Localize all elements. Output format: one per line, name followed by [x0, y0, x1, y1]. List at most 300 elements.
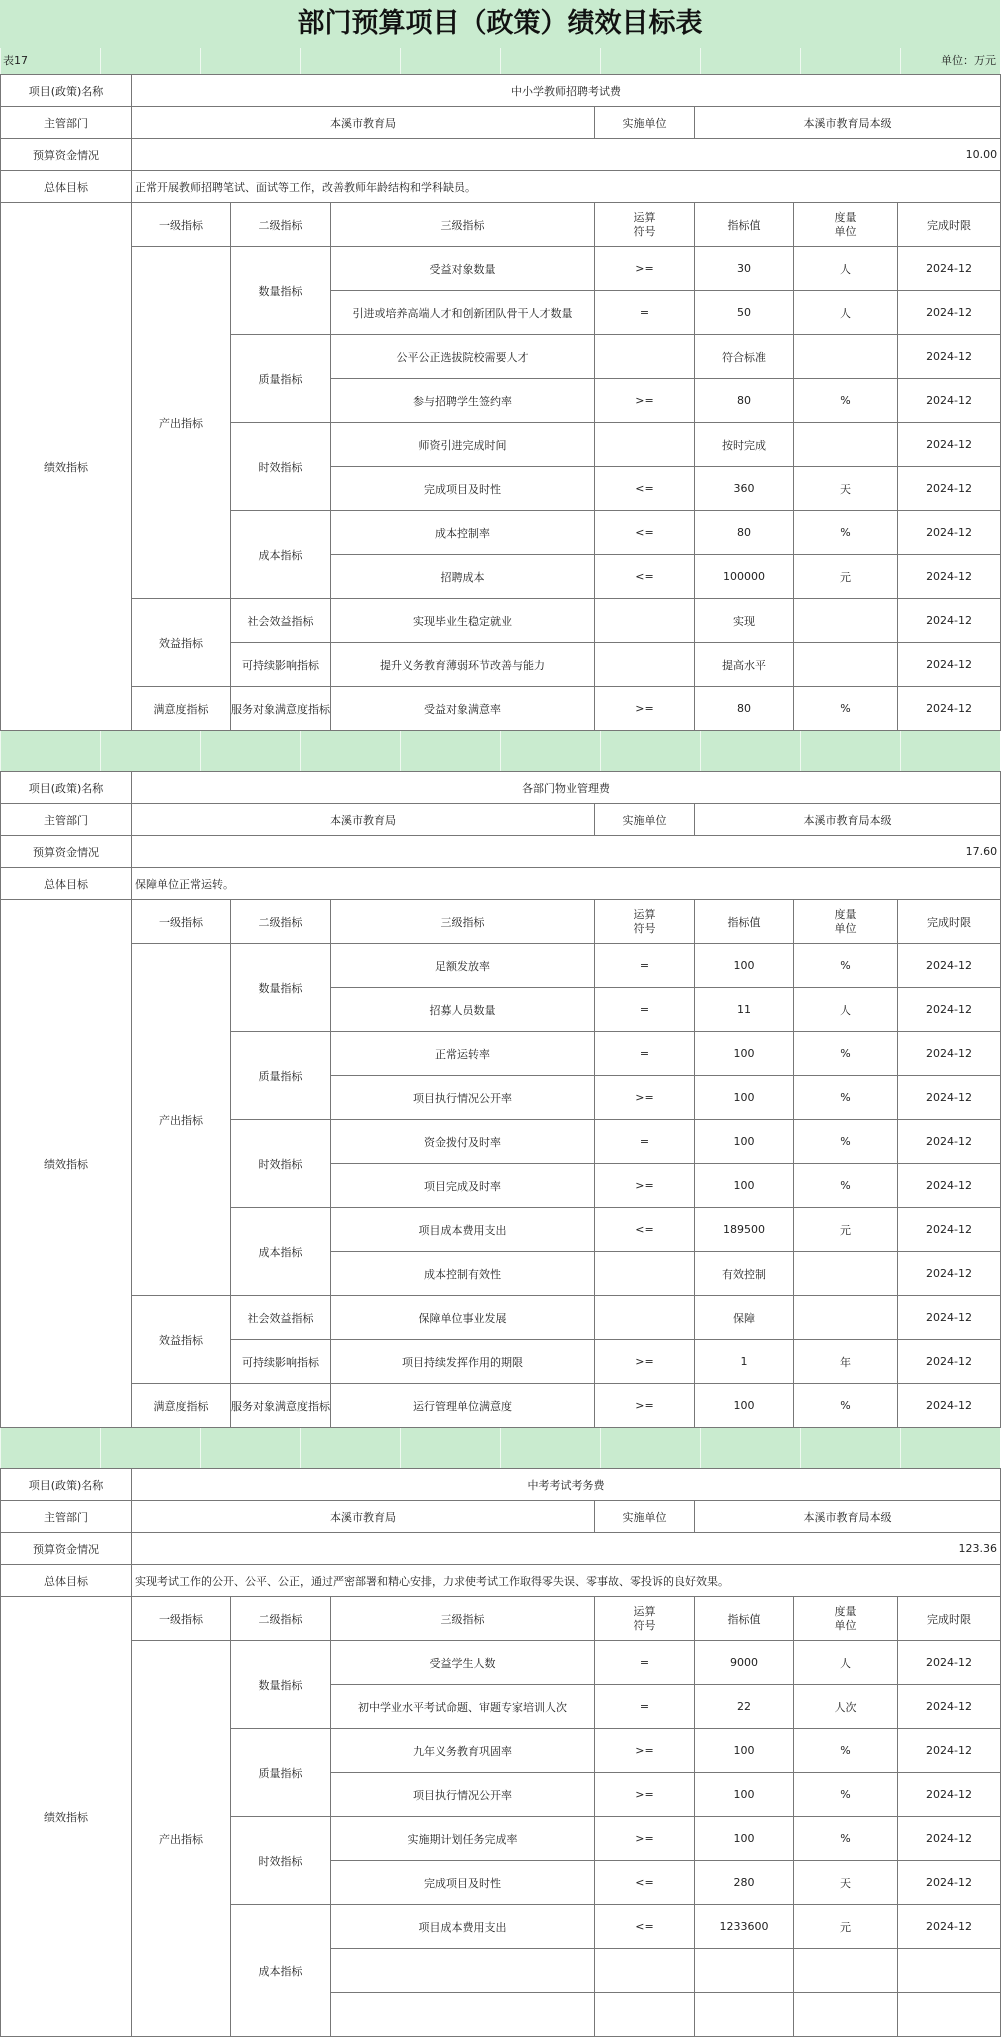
unit-cell: [794, 1685, 898, 1729]
implementing-unit-value: 本溪市教育局本级: [803, 116, 892, 130]
deadline-value: 2024-12: [926, 959, 973, 972]
operator-cell: [595, 643, 695, 687]
deadline-cell: [898, 1208, 1001, 1252]
measure-unit: 元: [840, 1223, 851, 1237]
label-cell: [595, 804, 695, 836]
target-value: 保障: [733, 1311, 755, 1325]
project-name-label: 项目(政策)名称: [28, 84, 104, 98]
measure-unit: %: [840, 1179, 851, 1192]
deadline-header: 完成时限: [927, 915, 972, 929]
operator-cell: [595, 1120, 695, 1164]
target-value-header: 指标值: [727, 218, 761, 232]
deadline-value: 2024-12: [926, 658, 973, 671]
operator-value: >=: [635, 1399, 654, 1412]
level2-label: 社会效益指标: [247, 1311, 314, 1325]
operator-value: >=: [635, 1788, 654, 1801]
unit-cell: [794, 1905, 898, 1949]
level3-indicator: 受益学生人数: [429, 1656, 496, 1670]
deadline-cell: [898, 944, 1001, 988]
target-value: 100000: [723, 570, 765, 583]
operator-value: >=: [635, 1832, 654, 1845]
level2-label: 成本指标: [258, 548, 303, 562]
level3-indicator: 实施期计划任务完成率: [407, 1832, 518, 1846]
level1-header: 一级指标: [159, 218, 203, 232]
level3-indicator: 初中学业水平考试命题、审题专家培训人次: [358, 1700, 567, 1714]
operator-cell: [595, 247, 695, 291]
level3-cell: [331, 511, 595, 555]
level2-label: 时效指标: [258, 1157, 303, 1171]
level3-indicator: 正常运转率: [435, 1047, 490, 1061]
measure-unit: 天: [840, 1876, 851, 1890]
deadline-cell: [898, 1340, 1001, 1384]
operator-cell: [595, 1252, 695, 1296]
deadline-value: 2024-12: [926, 1832, 972, 1845]
deadline-cell: [898, 599, 1001, 643]
deadline-cell: [898, 511, 1001, 555]
operator-cell: [595, 291, 695, 335]
target-value: 100: [733, 1788, 755, 1801]
operator-cell: [595, 1773, 695, 1817]
target-value: 360: [733, 482, 755, 495]
level3-cell: [331, 988, 595, 1032]
deadline-header: 完成时限: [927, 218, 972, 232]
measure-unit: %: [840, 1399, 851, 1412]
operator-cell: [595, 423, 695, 467]
unit-cell: [794, 1384, 898, 1428]
header-cell: [595, 1597, 695, 1641]
unit-cell: [794, 1208, 898, 1252]
measure-unit: 人次: [834, 1700, 857, 1714]
level3-indicator: 公平公正选拔院校需要人才: [396, 350, 529, 364]
level2-label: 可持续影响指标: [242, 1355, 319, 1369]
level3-cell: [331, 599, 595, 643]
target-value-cell: [695, 1729, 794, 1773]
budget-row: [1, 836, 1001, 868]
level2-cell: [231, 1905, 331, 2037]
measure-unit: %: [840, 702, 851, 715]
level2-label: 质量指标: [258, 372, 303, 386]
unit-cell: [794, 1340, 898, 1384]
level2-label: 时效指标: [258, 460, 303, 474]
level2-cell: [231, 247, 331, 335]
level3-cell: [331, 1252, 595, 1296]
target-value: 提高水平: [722, 658, 766, 672]
overall-goal-row: [1, 868, 1001, 900]
header-cell: [695, 1597, 794, 1641]
target-value: 100: [733, 959, 755, 972]
performance-indicators-label: 绩效指标: [44, 1157, 88, 1171]
measure-unit: 人: [840, 306, 851, 320]
target-value-header: 指标值: [727, 1612, 761, 1626]
budget-cell: [132, 836, 1001, 868]
overall-goal-label: 总体目标: [44, 1574, 88, 1588]
department-row: [1, 1501, 1001, 1533]
operator-cell: [595, 1729, 695, 1773]
level3-indicator: 参与招聘学生签约率: [413, 394, 512, 408]
target-value: 符合标准: [722, 350, 766, 364]
unit-cell: [794, 1296, 898, 1340]
target-value: 189500: [723, 1223, 765, 1236]
operator-value: >=: [635, 1744, 654, 1757]
unit-cell: [794, 423, 898, 467]
level2-label: 数量指标: [258, 1678, 303, 1692]
level2-header: 二级指标: [258, 218, 303, 232]
target-value-cell: [695, 599, 794, 643]
implementing-unit-value: 本溪市教育局本级: [803, 1510, 892, 1524]
department-value: 本溪市教育局: [330, 1510, 396, 1524]
level1-satisfaction-label: 满意度指标: [153, 702, 209, 716]
header-cell: [331, 203, 595, 247]
level1-cell: [132, 1296, 231, 1384]
operator-cell: [595, 467, 695, 511]
table-number: 表17: [3, 54, 28, 67]
unit-cell: [794, 291, 898, 335]
budget-value: 10.00: [965, 148, 998, 161]
operator-value: <=: [635, 1876, 654, 1889]
level3-cell: [331, 1993, 595, 2037]
operator-cell: [595, 1993, 695, 2037]
level2-label: 成本指标: [258, 1964, 303, 1978]
overall-goal-value: 实现考试工作的公开、公平、公正，通过严密部署和精心安排，力求使考试工作取得零失误、零事故、零投诉的良好效果。: [135, 1574, 729, 1588]
unit-cell: [794, 1949, 898, 1993]
deadline-cell: [898, 1296, 1001, 1340]
label-cell: [1, 1565, 132, 1597]
level3-cell: [331, 555, 595, 599]
level2-label: 质量指标: [258, 1766, 303, 1780]
level3-cell: [331, 335, 595, 379]
deadline-cell: [898, 687, 1001, 731]
level2-cell: [231, 1641, 331, 1729]
performance-indicators-cell: [1, 1597, 132, 2037]
operator-cell: [595, 1861, 695, 1905]
overall-goal-label: 总体目标: [44, 180, 88, 194]
deadline-value: 2024-12: [926, 702, 973, 715]
performance-indicators-label: 绩效指标: [44, 1810, 88, 1824]
operator-value: >=: [635, 1091, 654, 1104]
header-cell: [132, 900, 231, 944]
indicator-row: [1, 1384, 1001, 1428]
budget-value: 123.36: [958, 1542, 998, 1555]
level3-indicator: 项目持续发挥作用的期限: [402, 1355, 523, 1369]
level3-indicator: 项目执行情况公开率: [413, 1091, 512, 1105]
operator-cell: [595, 1817, 695, 1861]
level2-cell: [231, 1817, 331, 1905]
level3-cell: [331, 1949, 595, 1993]
deadline-cell: [898, 1729, 1001, 1773]
sheet-title: 部门预算项目（政策）绩效目标表: [0, 0, 1000, 48]
project-name-row: [1, 75, 1001, 107]
deadline-value: 2024-12: [926, 1003, 973, 1016]
measure-unit: 人: [840, 262, 851, 276]
operator-cell: [595, 687, 695, 731]
target-value: 280: [733, 1876, 755, 1889]
indicator-row: [1, 599, 1001, 643]
project-name-cell: [132, 1469, 1001, 1501]
operator-value: =: [639, 1003, 650, 1016]
level3-cell: [331, 1076, 595, 1120]
unit-cell: [794, 1641, 898, 1685]
level3-indicator: 师资引进完成时间: [418, 438, 507, 452]
operator-value: <=: [635, 526, 654, 539]
deadline-cell: [898, 643, 1001, 687]
deadline-value: 2024-12: [926, 1223, 973, 1236]
deadline-cell: [898, 1076, 1001, 1120]
deadline-cell: [898, 1861, 1001, 1905]
measure-unit: %: [840, 1135, 851, 1148]
measure-unit: %: [840, 1788, 851, 1801]
project-name-label: 项目(政策)名称: [28, 781, 104, 795]
target-value-cell: [695, 1861, 794, 1905]
target-value-cell: [695, 467, 794, 511]
target-value-cell: [695, 687, 794, 731]
level1-cell: [132, 247, 231, 599]
operator-cell: [595, 1296, 695, 1340]
operator-value: <=: [635, 1920, 654, 1933]
implementing-unit-cell: [695, 107, 1001, 139]
operator-cell: [595, 599, 695, 643]
header-cell: [132, 1597, 231, 1641]
measure-unit: %: [840, 959, 851, 972]
deadline-value: 2024-12: [926, 526, 973, 539]
unit-cell: [794, 1729, 898, 1773]
target-value: 11: [737, 1003, 751, 1016]
target-value-cell: [695, 1296, 794, 1340]
level3-header: 三级指标: [440, 915, 485, 929]
target-value-cell: [695, 1340, 794, 1384]
measure-unit: 年: [840, 1355, 851, 1369]
level1-satisfaction-label: 满意度指标: [153, 1399, 209, 1413]
level2-label: 社会效益指标: [247, 614, 314, 628]
implementing-unit-value: 本溪市教育局本级: [803, 813, 892, 827]
measure-unit: %: [840, 526, 851, 539]
operator-cell: [595, 1685, 695, 1729]
target-value: 100: [733, 1399, 755, 1412]
level2-label: 服务对象满意度指标: [231, 1399, 330, 1413]
label-cell: [595, 1501, 695, 1533]
level3-cell: [331, 1208, 595, 1252]
unit-cell: [794, 643, 898, 687]
level3-cell: [331, 379, 595, 423]
deadline-cell: [898, 335, 1001, 379]
target-value: 100: [733, 1047, 755, 1060]
target-value-cell: [695, 1905, 794, 1949]
deadline-value: 2024-12: [926, 1656, 972, 1669]
target-value-cell: [695, 944, 794, 988]
measure-unit: %: [840, 1047, 851, 1060]
level2-cell: [231, 423, 331, 511]
label-cell: [1, 836, 132, 868]
target-value-cell: [695, 1773, 794, 1817]
unit-header-line2: 单位: [834, 1618, 857, 1632]
deadline-cell: [898, 423, 1001, 467]
target-value-cell: [695, 511, 794, 555]
level2-cell: [231, 643, 331, 687]
level2-cell: [231, 335, 331, 423]
header-cell: [595, 900, 695, 944]
level3-indicator: 完成项目及时性: [424, 1876, 501, 1890]
target-value: 22: [737, 1700, 751, 1713]
operator-value: >=: [635, 702, 654, 715]
operator-header-line1: 运算: [633, 1604, 656, 1618]
level2-cell: [231, 1120, 331, 1208]
target-value: 实现: [733, 614, 755, 628]
deadline-cell: [898, 1773, 1001, 1817]
budget-cell: [132, 139, 1001, 171]
level3-indicator: 招聘成本: [440, 570, 485, 584]
level3-indicator: 受益对象数量: [429, 262, 496, 276]
header-cell: [695, 203, 794, 247]
level3-cell: [331, 1164, 595, 1208]
unit-cell: [794, 1773, 898, 1817]
project-name-value: 中小学教师招聘考试费: [511, 84, 622, 98]
level3-cell: [331, 1729, 595, 1773]
measure-unit: 元: [840, 570, 851, 584]
level3-cell: [331, 944, 595, 988]
label-cell: [1, 772, 132, 804]
unit-cell: [794, 1164, 898, 1208]
indicator-row: [1, 1296, 1001, 1340]
unit-header-line1: 度量: [834, 907, 857, 921]
operator-value: =: [639, 959, 650, 972]
overall-goal-label: 总体目标: [44, 877, 88, 891]
operator-cell: [595, 1208, 695, 1252]
unit-header-line2: 单位: [834, 224, 857, 238]
deadline-value: 2024-12: [926, 438, 973, 451]
operator-cell: [595, 1905, 695, 1949]
level3-cell: [331, 1861, 595, 1905]
target-value: 100: [733, 1832, 755, 1845]
target-value: 9000: [730, 1656, 758, 1669]
operator-cell: [595, 944, 695, 988]
level3-cell: [331, 1296, 595, 1340]
label-cell: [1, 868, 132, 900]
indicator-row: [1, 1641, 1001, 1685]
level2-cell: [231, 1384, 331, 1428]
deadline-value: 2024-12: [926, 1399, 973, 1412]
level3-cell: [331, 1905, 595, 1949]
level3-cell: [331, 423, 595, 467]
level2-cell: [231, 511, 331, 599]
level2-label: 数量指标: [258, 284, 303, 298]
unit-cell: [794, 1252, 898, 1296]
overall-goal-row: [1, 1565, 1001, 1597]
project-name-label: 项目(政策)名称: [28, 1478, 104, 1492]
level2-label: 时效指标: [258, 1854, 303, 1868]
header-cell: [695, 900, 794, 944]
level3-indicator: 项目成本费用支出: [418, 1920, 507, 1934]
level3-indicator: 成本控制有效性: [424, 1267, 501, 1281]
department-cell: [132, 1501, 595, 1533]
label-cell: [1, 804, 132, 836]
deadline-cell: [898, 555, 1001, 599]
level1-cell: [132, 599, 231, 687]
unit-cell: [794, 1076, 898, 1120]
operator-value: <=: [635, 482, 654, 495]
level3-cell: [331, 1641, 595, 1685]
deadline-value: 2024-12: [926, 350, 973, 363]
indicator-row: [1, 687, 1001, 731]
target-value: 80: [737, 394, 751, 407]
deadline-value: 2024-12: [926, 1355, 973, 1368]
level2-cell: [231, 1032, 331, 1120]
deadline-cell: [898, 1384, 1001, 1428]
level2-label: 质量指标: [258, 1069, 303, 1083]
level3-cell: [331, 687, 595, 731]
level3-indicator: 九年义务教育巩固率: [413, 1744, 512, 1758]
overall-goal-cell: [132, 868, 1001, 900]
target-value: 80: [737, 526, 751, 539]
header-cell: [898, 900, 1001, 944]
unit-cell: [794, 1120, 898, 1164]
level1-cell: [132, 944, 231, 1296]
header-cell: [898, 1597, 1001, 1641]
level2-cell: [231, 1729, 331, 1817]
unit-cell: [794, 467, 898, 511]
department-cell: [132, 107, 595, 139]
operator-value: >=: [635, 1355, 654, 1368]
unit-cell: [794, 1993, 898, 2037]
level3-indicator: 运行管理单位满意度: [413, 1399, 512, 1413]
level3-cell: [331, 643, 595, 687]
overall-goal-cell: [132, 171, 1001, 203]
deadline-value: 2024-12: [926, 614, 973, 627]
level1-output-label: 产出指标: [159, 1113, 203, 1127]
header-cell: [231, 203, 331, 247]
deadline-header: 完成时限: [927, 1612, 971, 1626]
measure-unit: 天: [840, 482, 851, 496]
sheet-subheader: [0, 48, 1000, 74]
deadline-value: 2024-12: [926, 394, 973, 407]
level2-label: 可持续影响指标: [242, 658, 319, 672]
deadline-cell: [898, 1685, 1001, 1729]
target-value-cell: [695, 1817, 794, 1861]
target-value-cell: [695, 1208, 794, 1252]
level2-cell: [231, 944, 331, 1032]
project-tables: [0, 74, 1000, 2037]
unit-cell: [794, 1817, 898, 1861]
overall-goal-value: 保障单位正常运转。: [135, 877, 234, 891]
label-cell: [1, 139, 132, 171]
indicator-row: [1, 944, 1001, 988]
level3-cell: [331, 1384, 595, 1428]
operator-value: =: [639, 1656, 650, 1669]
level3-indicator: 受益对象满意率: [424, 702, 501, 716]
operator-cell: [595, 1384, 695, 1428]
operator-cell: [595, 511, 695, 555]
level3-indicator: 实现毕业生稳定就业: [413, 614, 512, 628]
section-gap: [0, 1428, 1000, 1468]
target-value: 1233600: [719, 1920, 769, 1933]
project-name-cell: [132, 772, 1001, 804]
deadline-cell: [898, 1817, 1001, 1861]
level1-header: 一级指标: [159, 915, 203, 929]
deadline-value: 2024-12: [926, 1311, 973, 1324]
operator-value: <=: [635, 1223, 654, 1236]
header-cell: [794, 1597, 898, 1641]
level3-indicator: 资金拨付及时率: [424, 1135, 501, 1149]
project-name-value: 各部门物业管理费: [522, 781, 611, 795]
target-value-cell: [695, 1076, 794, 1120]
level2-header: 二级指标: [258, 1612, 303, 1626]
deadline-cell: [898, 1641, 1001, 1685]
operator-header-line1: 运算: [633, 907, 656, 921]
operator-header-line1: 运算: [633, 210, 656, 224]
label-cell: [1, 107, 132, 139]
target-value-cell: [695, 1949, 794, 1993]
level3-cell: [331, 291, 595, 335]
target-value-cell: [695, 643, 794, 687]
unit-header-line1: 度量: [834, 1604, 857, 1618]
